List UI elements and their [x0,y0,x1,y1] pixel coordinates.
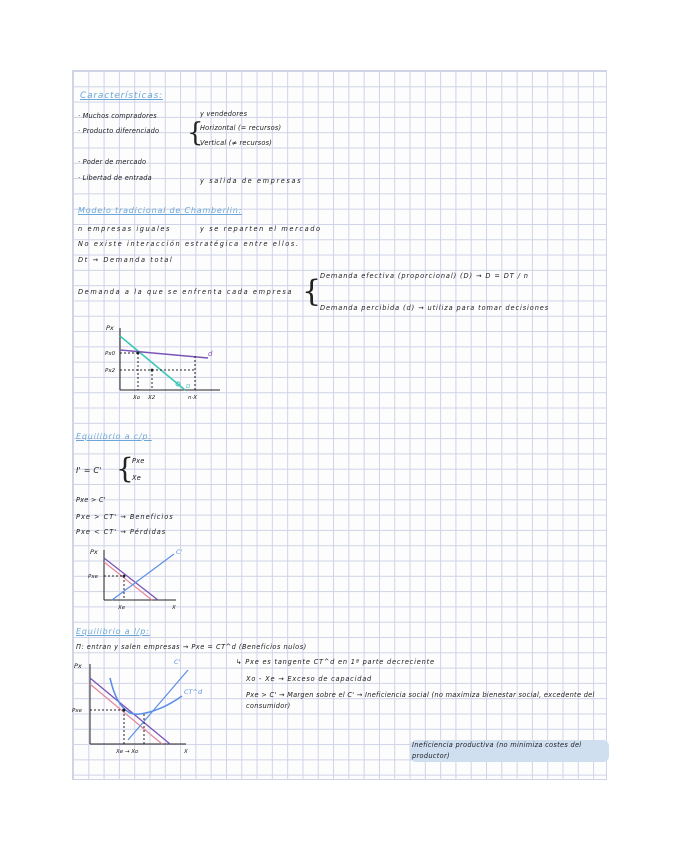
demand-line-pink [90,684,162,744]
sr-brace-top: Pxe [132,457,145,465]
item-horizontal: Horizontal (= recursos) [200,124,282,132]
brace-demand: { [302,274,322,309]
c-prime-label: C' [174,658,181,666]
demand-line-pink [104,562,152,600]
sr-line-2: Pxe > C' [76,496,106,504]
demand-line [104,558,158,600]
lr-line-3: Xo - Xe → Exceso de capacidad [246,675,373,683]
xe-label: Xe [118,605,126,611]
p0-label: Px0 [105,351,116,357]
D-label: D [186,384,191,390]
equilibrium-point [123,575,126,578]
characteristics-heading: Características: [80,91,163,101]
short-run-graph [86,544,206,614]
p2-label: Px2 [105,368,116,374]
x-label: X [184,749,188,755]
x0-label: Xo [133,395,141,401]
demand-line [90,678,170,744]
item-differentiated-product: · Producto diferenciado [78,127,160,135]
pe-label: Pxe [88,574,98,580]
brace-product: { [187,118,204,148]
lr-line-4: Pxe > C' → Margen sobre el C' → Ineficiencia social (no maximiza bienestar social, excedente del consumidor) [246,691,595,710]
average-cost-curve [110,678,182,714]
sr-brace-bottom: Xe [132,474,141,482]
item-vertical: Vertical (≠ recursos) [200,139,273,147]
long-run-graph [70,656,210,756]
pe-label: Pxe [72,708,82,714]
sr-line-4: Pxe < CT' → Pérdidas [76,528,167,536]
point-a [137,352,140,355]
demand-D-line [120,336,185,390]
nx-label: n·X [188,395,198,401]
sr-line-1: I' = C' [76,466,102,475]
point-b [151,369,154,372]
y-axis-label: Px [90,548,98,556]
brace-sr: { [116,452,134,485]
x-label: X [172,605,176,611]
y-axis-label: Px [106,324,114,332]
y-axis-label: Px [74,662,82,670]
chamberlin-heading: Modelo tradicional de Chamberlin: [78,206,243,215]
sr-line-3: Pxe > CT' → Beneficios [76,513,174,521]
marginal-cost-line [128,670,188,740]
chamberlin-line-4: Demanda a la que se enfrenta cada empresa [78,288,294,296]
chamberlin-line-1: n empresas iguales [78,225,172,233]
effective-demand: Demanda efectiva (proporcional) (D) → D = DT / n [320,272,529,280]
item-sellers: y vendedores [200,110,248,118]
short-run-heading: Equilibrio a c/p: [76,432,152,441]
perceived-demand: Demanda percibida (d) → utiliza para tomar decisiones [320,304,550,312]
c-prime-label: C' [176,548,183,556]
lr-line-5: Ineficiencia productiva (no minimiza costes del productor) [410,740,609,762]
lr-line-1: Π: entran y salen empresas → Pxe = CT^d (Beneficios nulos) [76,643,307,651]
chamberlin-share: y se reparten el mercado [200,225,322,233]
lr-line-2: ↳ Pxe es tangente CT^d en 1ª parte decreciente [236,658,435,666]
d-label: d [208,350,213,358]
ct-label: CT^d [184,688,203,696]
tangency-point [123,709,126,712]
xe-xo-label: Xe → Xo [116,749,139,755]
item-many-buyers: · Muchos compradores [78,112,157,120]
item-free-entry: · Libertad de entrada [78,174,152,182]
chamberlin-demand-graph [100,320,240,410]
chamberlin-line-2: No existe interacción estratégica entre ellos. [78,240,300,248]
chamberlin-line-3: Dt → Demanda total [78,256,174,264]
item-exit: y salida de empresas [200,177,303,185]
item-market-power: · Poder de mercado [78,158,147,166]
long-run-heading: Equilibrio a l/p: [76,627,150,636]
x2-label: X2 [148,395,156,401]
